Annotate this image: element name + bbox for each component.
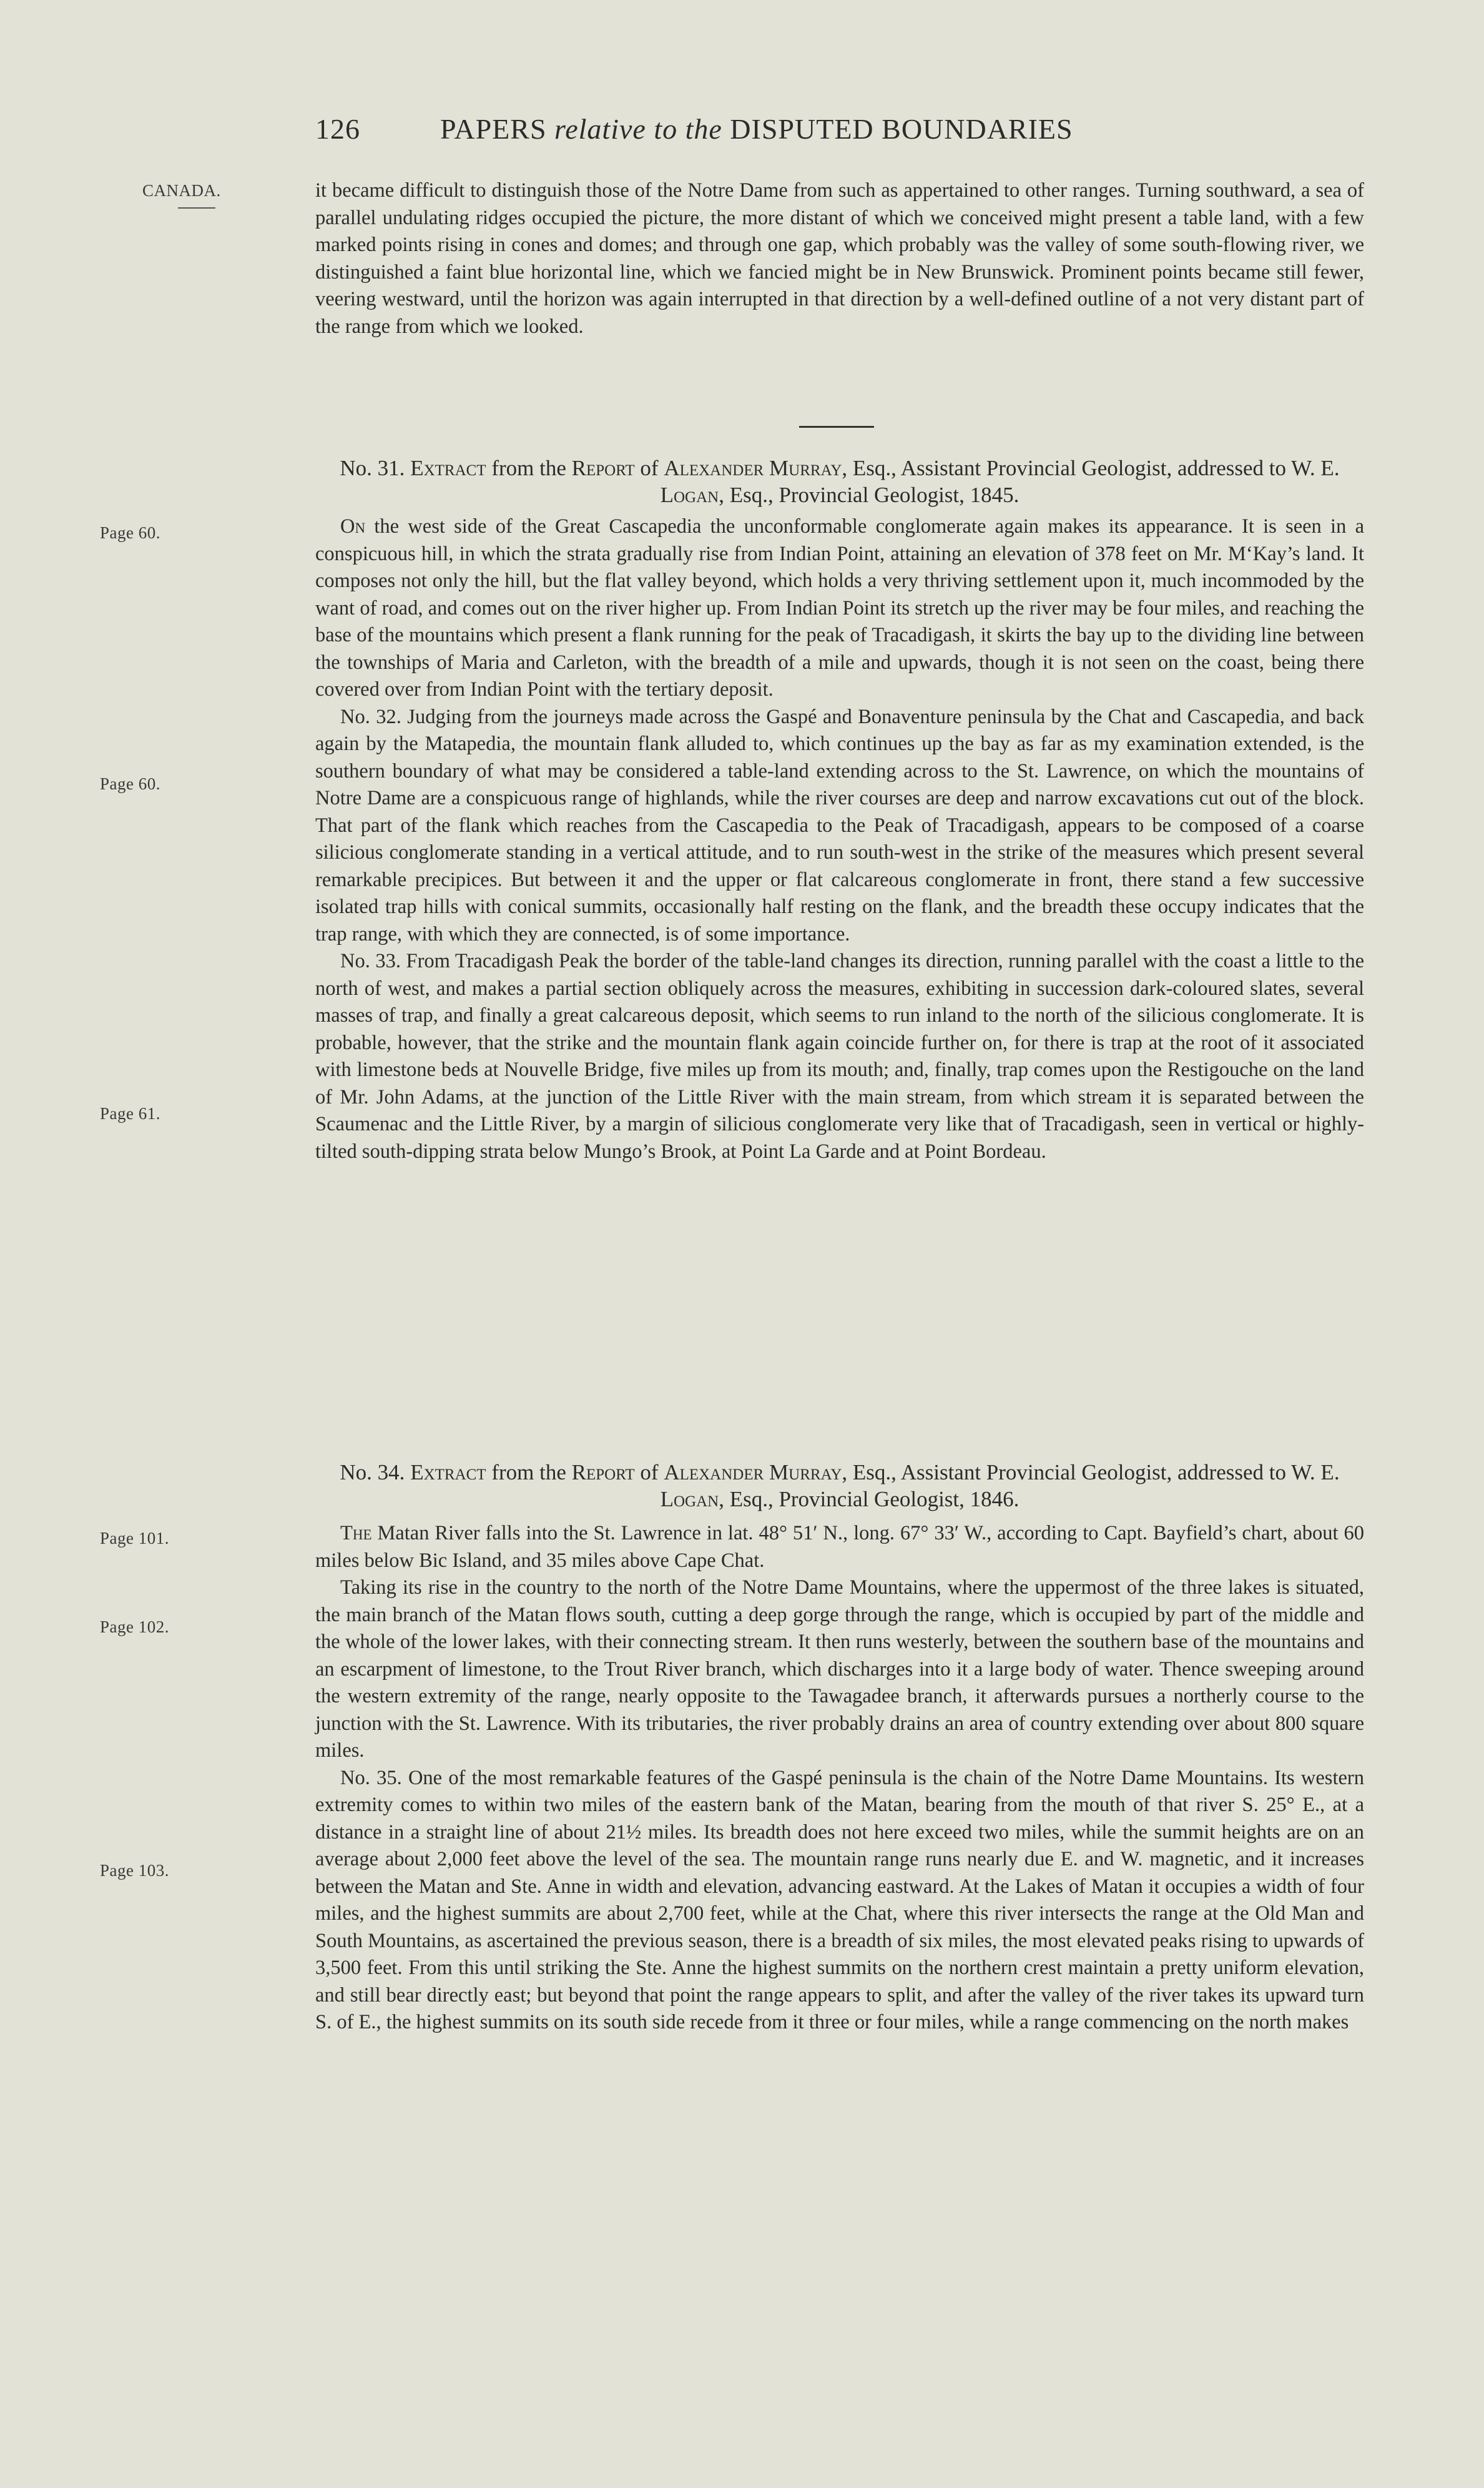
heading-no34-extract: Extract (410, 1460, 486, 1484)
no31-passage (315, 513, 1364, 1165)
heading-no31-author: Alexander Murray (664, 456, 842, 480)
running-header (315, 112, 1364, 146)
heading-no31-text-d: , Esq., Provincial Geologist, 1845. (719, 483, 1020, 507)
sidenote-page-60-a: Page 60. (100, 523, 160, 542)
no34-lead-word: The (340, 1522, 372, 1544)
heading-no31-logan: Logan (660, 483, 719, 507)
no35-paragraph: No. 35. One of the most remarkable features of the Gaspé peninsula is the chain of the Notre Dame Mountains. Its western extremity comes to within two miles of the eastern bank of the Matan, bearing from the mouth of that river S. 25° E., at a distance in a straight line of about 21½ miles. Its breadth does not here exceed two miles, while the summit heights are on an average about 2,000 feet above the level of the sea. The mountain range runs nearly due E. and W. magnetic, and it increases between the Matan and Ste. Anne in width and elevation, advancing eastward. At the Lakes of Matan it occupies a width of four miles, and the highest summits are about 2,700 feet, while at the Chat, where this river intersects the range at the Old Man and South Mountains, as ascertained the previous season, there is a breadth of six miles, the most elevated peaks rising to upwards of 3,500 feet. From this until striking the Ste. Anne the highest summits on the northern crest maintain a pretty uniform elevation, and still bear directly east; but beyond that point the range appears to split, and after the valley of the river takes its upward turn S. of E., the highest summits on its south side recede from it three or four miles, while a range commencing on the north makes (315, 1766, 1364, 2033)
sidenote-page-101: Page 101. (100, 1529, 169, 1548)
sidenote-page-60-b: Page 60. (100, 774, 160, 793)
no32-paragraph: No. 32. Judging from the journeys made across the Gaspé and Bonaventure peninsula by the Chat and Cascapedia, and back again by the Matapedia, the mountain flank alluded to, which continues up the bay as far as my examination extended, is the southern boundary of what may be considered a table-land extending across to the St. Lawrence, on which the mountains of Notre Dame are a conspicuous range of highlands, while the river courses are deep and narrow excavations cut out of the block. That part of the flank which reaches from the Cascapedia to the Peak of Tracadigash, appears to be composed of a coarse silicious conglomerate standing in a vertical attitude, and to run south-west in the strike of the measures which present several remarkable precipices. But between it and the upper or flat calcareous conglomerate in front, there stand a few successive isolated trap hills with conical summits, occasionally half resting on the flank, and the breadth these occupy indicates that the trap range, with which they are connected, is of some importance. (315, 705, 1364, 945)
section-separator (799, 426, 874, 428)
heading-no31-text-c: , Esq., Assistant Provincial Geologist, addressed to W. E. (842, 456, 1340, 480)
no31-paragraph-1-text: the west side of the Great Cascapedia the unconformable conglomerate again makes its appearance. It is seen in a conspicuous hill, in which the strata gradually rise from Indian Point, attaining an elevation of 378 feet on Mr. M‘Kay’s land. It composes not only the hill, but the flat valley beyond, which holds a very thriving settlement upon it, much incommoded by the want of road, and comes out on the river higher up. From Indian Point its stretch up the river may be four miles, and reaching the base of the mountains which present a flank running for the peak of Tracadigash, it skirts the bay up to the dividing line between the townships of Maria and Carleton, with the breadth of a mile and upwards, though it is not seen on the coast, being there covered over from Indian Point with the tertiary deposit. (315, 515, 1364, 701)
sidenote-page-103: Page 103. (100, 1861, 169, 1880)
heading-no34-logan: Logan (660, 1487, 719, 1511)
page-number: 126 (315, 113, 360, 145)
heading-no31-extract: Extract (410, 456, 486, 480)
no34-paragraph-1 (315, 1520, 1364, 1574)
sidenote-page-61: Page 61. (100, 1104, 160, 1123)
running-title (440, 113, 1073, 145)
heading-no34-number: No. 34. (340, 1460, 411, 1484)
heading-no34-text-d: , Esq., Provincial Geologist, 1846. (719, 1487, 1020, 1511)
no31-lead-word: On (340, 515, 366, 538)
running-title-part-3: DISPUTED BOUNDARIES (722, 113, 1073, 145)
running-title-part-1: PAPERS (440, 113, 555, 145)
heading-no31-number: No. 31. (340, 456, 411, 480)
heading-no34-text-b: of (634, 1460, 664, 1484)
running-title-italic: relative to the (554, 113, 722, 145)
sidenote-rule (178, 207, 215, 209)
heading-no34-text-a: from the (486, 1460, 572, 1484)
heading-no34-author: Alexander Murray (664, 1460, 842, 1484)
section-heading-no31 (315, 455, 1364, 508)
intro-paragraph: it became difficult to distinguish those of the Notre Dame from such as appertained to other ranges. Turning southward, a sea of parallel undulating ridges occupied the picture, the more distant of which we conceived might present a table land, with a few marked points rising in cones and domes; and through one gap, which probably was the valley of some south-flowing river, we distinguished a faint blue horizontal line, which we fancied might be in New Brunswick. Prominent points became still fewer, veering westward, until the horizon was again interrupted in that direction by a well-defined outline of a not very distant part of the range from which we looked. (315, 179, 1364, 338)
heading-no34-report: Report (571, 1460, 635, 1484)
no34-paragraph-2: Taking its rise in the country to the north of the Notre Dame Mountains, where the uppermost of the three lakes is situated, the main branch of the Matan flows south, cutting a deep gorge through the range, which is occupied by part of the middle and the whole of the lower lakes, with their connecting stream. It then runs westerly, between the southern base of the mountains and an escarpment of limestone, to the Trout River branch, which discharges into it a large body of water. Thence sweeping around the western extremity of the range, nearly opposite to the Tawagadee branch, it afterwards pursues a northerly course to the junction with the St. Lawrence. With its tributaries, the river probably drains an area of country extending over about 800 square miles. (315, 1576, 1364, 1762)
no34-passage (315, 1520, 1364, 2036)
heading-no31-text-a: from the (486, 456, 572, 480)
intro-passage (315, 177, 1364, 340)
heading-no34-text-c: , Esq., Assistant Provincial Geologist, addressed to W. E. (842, 1460, 1340, 1484)
no34-paragraph-1-text: Matan River falls into the St. Lawrence in lat. 48° 51′ N., long. 67° 33′ W., according to Capt. Bayfield’s chart, about 60 miles below Bic Island, and 35 miles above Cape Chat. (315, 1522, 1364, 1572)
sidenote-page-102: Page 102. (100, 1617, 169, 1636)
no31-paragraph-1 (315, 513, 1364, 704)
sidenote-canada: CANADA. (142, 181, 221, 200)
section-heading-no34 (315, 1459, 1364, 1513)
no33-paragraph: No. 33. From Tracadigash Peak the border of the table-land changes its direction, running parallel with the coast a little to the north of west, and makes a partial section obliquely across the measures, exhibiting in succession dark-coloured slates, several masses of trap, and finally a great calcareous deposit, which seems to run inland to the north of the silicious conglomerate. It is probable, however, that the strike and the mountain flank again coincide further on, for there is trap at the root of it associated with limestone beds at Nouvelle Bridge, five miles up from its mouth; and, finally, trap comes upon the Restigouche on the land of Mr. John Adams, at the junction of the Little River with the main stream, from which stream it is separated between the Scaumenac and the Little River, by a margin of silicious conglomerate very like that of Tracadigash, seen in vertical or highly-tilted south-dipping strata below Mungo’s Brook, at Point La Garde and at Point Bordeau. (315, 950, 1364, 1163)
heading-no31-report: Report (571, 456, 635, 480)
heading-no31-text-b: of (634, 456, 664, 480)
